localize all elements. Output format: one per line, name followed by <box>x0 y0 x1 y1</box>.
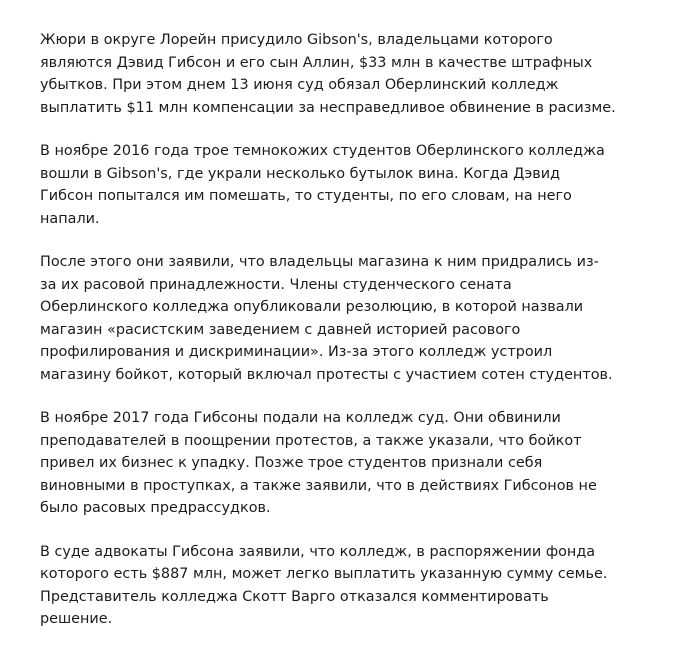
paragraph-line: виновными в проступках, а также заявили, что в действиях Гибсонов не <box>40 477 597 494</box>
paragraph-line: Оберлинского колледжа опубликовали резолюцию, в которой назвали <box>40 299 584 315</box>
paragraph-4 <box>40 407 640 520</box>
paragraph-line: После этого они заявили, что владельцы магазина к ним придрались из- <box>40 254 599 270</box>
paragraph-line: Гибсон попытался им помешать, то студенты, по его словам, на него <box>40 188 572 204</box>
paragraph-line: было расовых предрассудков. <box>40 500 271 516</box>
paragraph-line: решение. <box>40 611 113 627</box>
paragraph-line: привел их бизнес к упадку. Позже трое студентов признали себя <box>40 455 543 471</box>
paragraph-3 <box>40 251 640 386</box>
paragraph-line: В ноябре 2016 года трое темнокожих студентов Оберлинского колледжа <box>40 143 605 159</box>
paragraph-2 <box>40 140 640 230</box>
paragraph-line: убытков. При этом днем 13 июня суд обязал Оберлинский колледж <box>40 77 559 93</box>
paragraph-line: преподавателей в поощрении протестов, а также указали, что бойкот <box>40 432 582 449</box>
paragraph-line: Жюри в округе Лорейн присудило Gibson's, владельцами которого <box>40 32 553 48</box>
paragraph-line: за их расовой принадлежности. Члены студенческого сената <box>40 276 512 293</box>
paragraph-5 <box>40 541 640 631</box>
paragraph-line: которого есть $887 млн, может легко выплатить указанную сумму семье. <box>40 566 608 582</box>
paragraph-line: вошли в Gibson's, где украли несколько бутылок вина. Когда Дэвид <box>40 165 561 182</box>
paragraph-line: являются Дэвид Гибсон и его сын Аллин, $33 млн в качестве штрафных <box>40 54 593 71</box>
paragraph-line: профилирования и дискриминации». Из-за этого колледж устроил <box>40 344 553 360</box>
paragraph-line: Представитель колледжа Скотт Варго отказался комментировать <box>40 588 549 605</box>
paragraph-line: В ноябре 2017 года Гибсоны подали на колледж суд. Они обвинили <box>40 410 561 426</box>
paragraph-line: В суде адвокаты Гибсона заявили, что колледж, в распоряжении фонда <box>40 543 596 560</box>
paragraph-line: выплатить $11 млн компенсации за несправедливое обвинение в расизме. <box>40 99 616 116</box>
article-body <box>40 29 640 652</box>
paragraph-line: магазину бойкот, который включал протесты с участием сотен студентов. <box>40 366 613 383</box>
paragraph-line: напали. <box>40 210 100 227</box>
paragraph-1 <box>40 29 640 119</box>
paragraph-line: магазин «расистским заведением с давней историей расового <box>40 321 521 338</box>
